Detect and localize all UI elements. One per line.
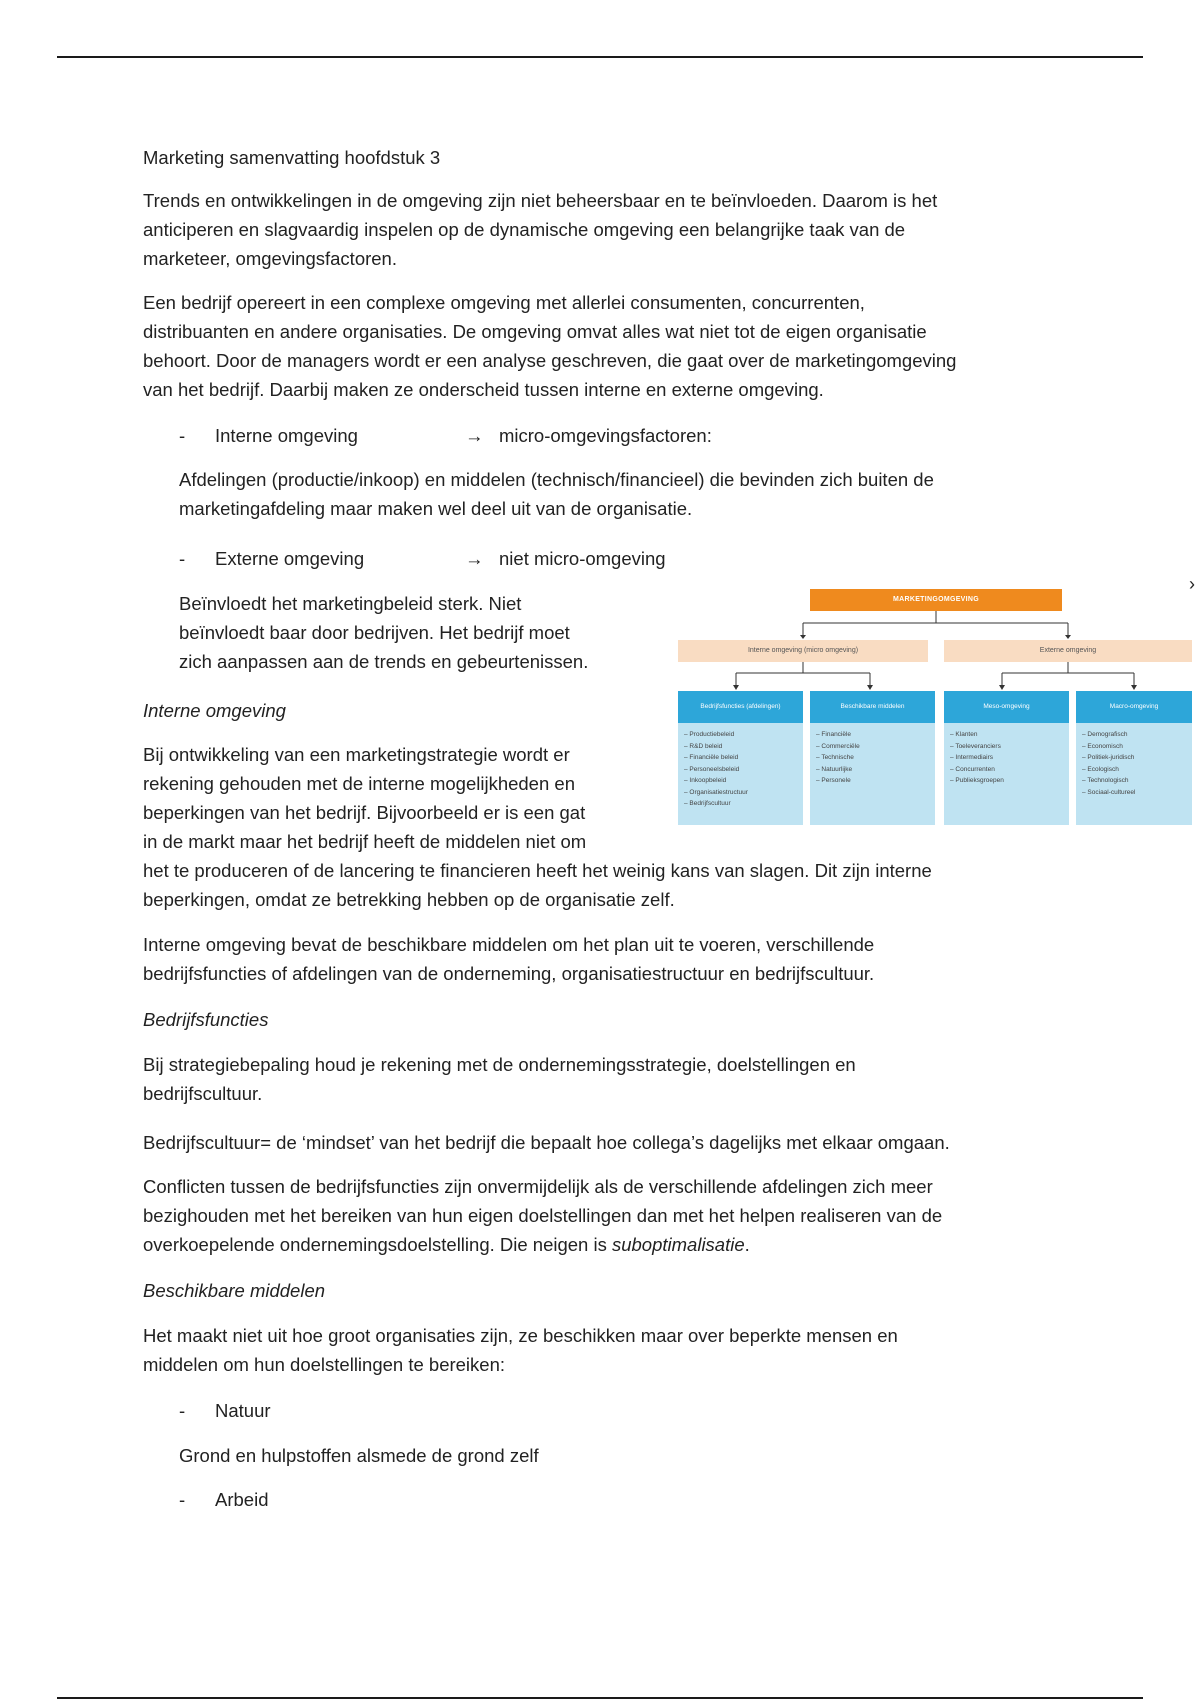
diagram-top-node: MARKETINGOMGEVING	[810, 589, 1062, 611]
text-line: het te produceren of de lancering te financieren heeft het weinig kans van slagen. Dit zijn interne	[143, 860, 932, 881]
text-line: bezighouden met het bereiken van hun eigen doelstellingen dan met het helpen realiseren van de	[143, 1205, 943, 1226]
diagram-list-item: – Financiële beleid	[684, 752, 803, 764]
text-line: Interne omgeving bevat de beschikbare middelen om het plan uit te voeren, verschillende	[143, 934, 875, 955]
diagram-list-item: – Toeleveranciers	[950, 741, 1069, 753]
heading-beschikbare-middelen: Beschikbare middelen	[143, 1280, 326, 1301]
diagram-list-item: – Intermediairs	[950, 752, 1069, 764]
text-line: bedrijfsfuncties of afdelingen van de onderneming, organisatiestructuur en bedrijfscultuur.	[143, 963, 875, 984]
bullet-dash: -	[179, 425, 186, 446]
bullet-natuur	[179, 1396, 979, 1425]
header-rule	[57, 56, 1143, 58]
text-line: beïnvloedt baar door bedrijven. Het bedrijf moet	[179, 622, 570, 643]
bullet-interne-omgeving	[179, 421, 979, 450]
text-line: van het bedrijf. Daarbij maken ze onderscheid tussen interne en externe omgeving.	[143, 379, 824, 400]
text-line: middelen om hun doelstellingen te bereiken:	[143, 1354, 506, 1375]
diagram-list-item: – Inkoopbeleid	[684, 775, 803, 787]
paragraph-bedrijfscultuur: Bedrijfscultuur= de ‘mindset’ van het bedrijf die bepaalt hoe collega’s dagelijks met elkaar omgaan.	[143, 1132, 950, 1153]
paragraph-interne-detail	[179, 465, 934, 523]
document-title: Marketing samenvatting hoofdstuk 3	[143, 147, 441, 168]
text-line: distribuanten en andere organisaties. De omgeving omvat alles wat niet tot de eigen organisatie	[143, 321, 927, 342]
diagram-list-item: – Natuurlijke	[816, 764, 935, 776]
diagram-list-item: – Productiebeleid	[684, 729, 803, 741]
diagram-interne-node: Interne omgeving (micro omgeving)	[678, 640, 928, 662]
heading-bedrijfsfuncties: Bedrijfsfuncties	[143, 1009, 269, 1030]
text-line: overkoepelende ondernemingsdoelstelling. Die neigen is	[143, 1234, 612, 1255]
text-line: Het maakt niet uit hoe groot organisaties zijn, ze beschikken maar over beperkte mensen en	[143, 1325, 898, 1346]
diagram-box-title: Bedrijfsfuncties (afdelingen)	[678, 691, 803, 723]
diagram-list-item: – Concurrenten	[950, 764, 1069, 776]
diagram-list-item: – Commerciële	[816, 741, 935, 753]
bullet-description: micro-omgevingsfactoren:	[499, 425, 712, 446]
diagram-box-middelen	[810, 691, 935, 825]
diagram-list-item: – Technische	[816, 752, 935, 764]
bullet-dash: -	[179, 1400, 186, 1421]
bullet-label: Natuur	[215, 1400, 271, 1421]
bullet-externe-omgeving	[179, 544, 979, 573]
text-line: Conflicten tussen de bedrijfsfuncties zijn onvermijdelijk als de verschillende afdelingen zich meer	[143, 1176, 933, 1197]
text-line: Bij strategiebepaling houd je rekening met de ondernemingsstrategie, doelstellingen en	[143, 1054, 856, 1075]
diagram-box-macro	[1076, 691, 1192, 825]
paragraph-conflicten	[143, 1172, 942, 1259]
text-line: bedrijfscultuur.	[143, 1083, 263, 1104]
diagram-list-item: – Politiek-juridisch	[1082, 752, 1192, 764]
bullet-dash: -	[179, 1489, 186, 1510]
diagram-list-item: – Personele	[816, 775, 935, 787]
heading-interne-omgeving: Interne omgeving	[143, 700, 286, 721]
text-line: anticiperen en slagvaardig inspelen op de dynamische omgeving een belangrijke taak van de	[143, 219, 906, 240]
diagram-list-item: – Economisch	[1082, 741, 1192, 753]
arrow-right-icon: →	[465, 548, 484, 569]
text-line: in de markt maar het bedrijf heeft de middelen niet om	[143, 831, 587, 852]
bullet-arbeid	[179, 1485, 979, 1514]
bullet-dash: -	[179, 548, 186, 569]
footer-rule	[57, 1697, 1143, 1699]
chevron-right-icon: ›	[1189, 574, 1195, 594]
diagram-list-item: – Organisatiestructuur	[684, 787, 803, 799]
bullet-label: Externe omgeving	[215, 548, 365, 569]
paragraph-externe-detail	[179, 589, 588, 676]
text-line: behoort. Door de managers wordt er een analyse geschreven, die gaat over de marketingomgeving	[143, 350, 957, 371]
diagram-externe-node: Externe omgeving	[944, 640, 1192, 662]
paragraph-intro	[143, 186, 937, 273]
text-line: beperkingen van het bedrijf. Bijvoorbeeld er is een gat	[143, 802, 586, 823]
text-line: Beïnvloedt het marketingbeleid sterk. Niet	[179, 593, 522, 614]
diagram-box-title: Macro-omgeving	[1076, 691, 1192, 723]
diagram-list-item: – Personeelsbeleid	[684, 764, 803, 776]
text-line: marketingafdeling maar maken wel deel uit van de organisatie.	[179, 498, 693, 519]
arrow-right-icon: →	[465, 425, 484, 446]
diagram-box-meso	[944, 691, 1069, 825]
diagram-box-title: Meso-omgeving	[944, 691, 1069, 723]
text-line: beperkingen, omdat ze betrekking hebben op de organisatie zelf.	[143, 889, 675, 910]
diagram-list-item: – Demografisch	[1082, 729, 1192, 741]
paragraph-strategiebepaling	[143, 1050, 856, 1108]
diagram-list-item: – Bedrijfscultuur	[684, 798, 803, 810]
bullet-label: Interne omgeving	[215, 425, 358, 446]
bullet-label: Arbeid	[215, 1489, 269, 1510]
diagram-list-item: – R&D beleid	[684, 741, 803, 753]
diagram-list-item: – Sociaal-cultureel	[1082, 787, 1192, 799]
bullet-description: niet micro-omgeving	[499, 548, 666, 569]
diagram-box-title: Beschikbare middelen	[810, 691, 935, 723]
diagram-list-item: – Technologisch	[1082, 775, 1192, 787]
diagram-list-item: – Ecologisch	[1082, 764, 1192, 776]
term-suboptimalisatie: suboptimalisatie	[611, 1234, 745, 1255]
text-line-end: .	[744, 1234, 750, 1255]
paragraph-beperkte-middelen	[143, 1321, 898, 1379]
text-line: zich aanpassen aan de trends en gebeurtenissen.	[179, 651, 589, 672]
text-line: marketeer, omgevingsfactoren.	[143, 248, 397, 269]
marketingomgeving-diagram	[676, 587, 1194, 829]
diagram-box-bedrijfsfuncties	[678, 691, 803, 825]
text-line: Trends en ontwikkelingen in de omgeving zijn niet beheersbaar en te beïnvloeden. Daarom is het	[143, 190, 938, 211]
text-line: Een bedrijf opereert in een complexe omgeving met allerlei consumenten, concurrenten,	[143, 292, 865, 313]
paragraph-natuur: Grond en hulpstoffen alsmede de grond zelf	[179, 1445, 539, 1466]
paragraph-interne-middelen	[143, 930, 874, 988]
text-line: Bij ontwikkeling van een marketingstrategie wordt er	[143, 744, 570, 765]
diagram-list-item: – Publieksgroepen	[950, 775, 1069, 787]
text-line: Afdelingen (productie/inkoop) en middelen (technisch/financieel) die bevinden zich buiten de	[179, 469, 934, 490]
text-line: rekening gehouden met de interne mogelijkheden en	[143, 773, 575, 794]
diagram-list-item: – Klanten	[950, 729, 1069, 741]
diagram-list-item: – Financiële	[816, 729, 935, 741]
paragraph-omgeving	[143, 288, 956, 404]
